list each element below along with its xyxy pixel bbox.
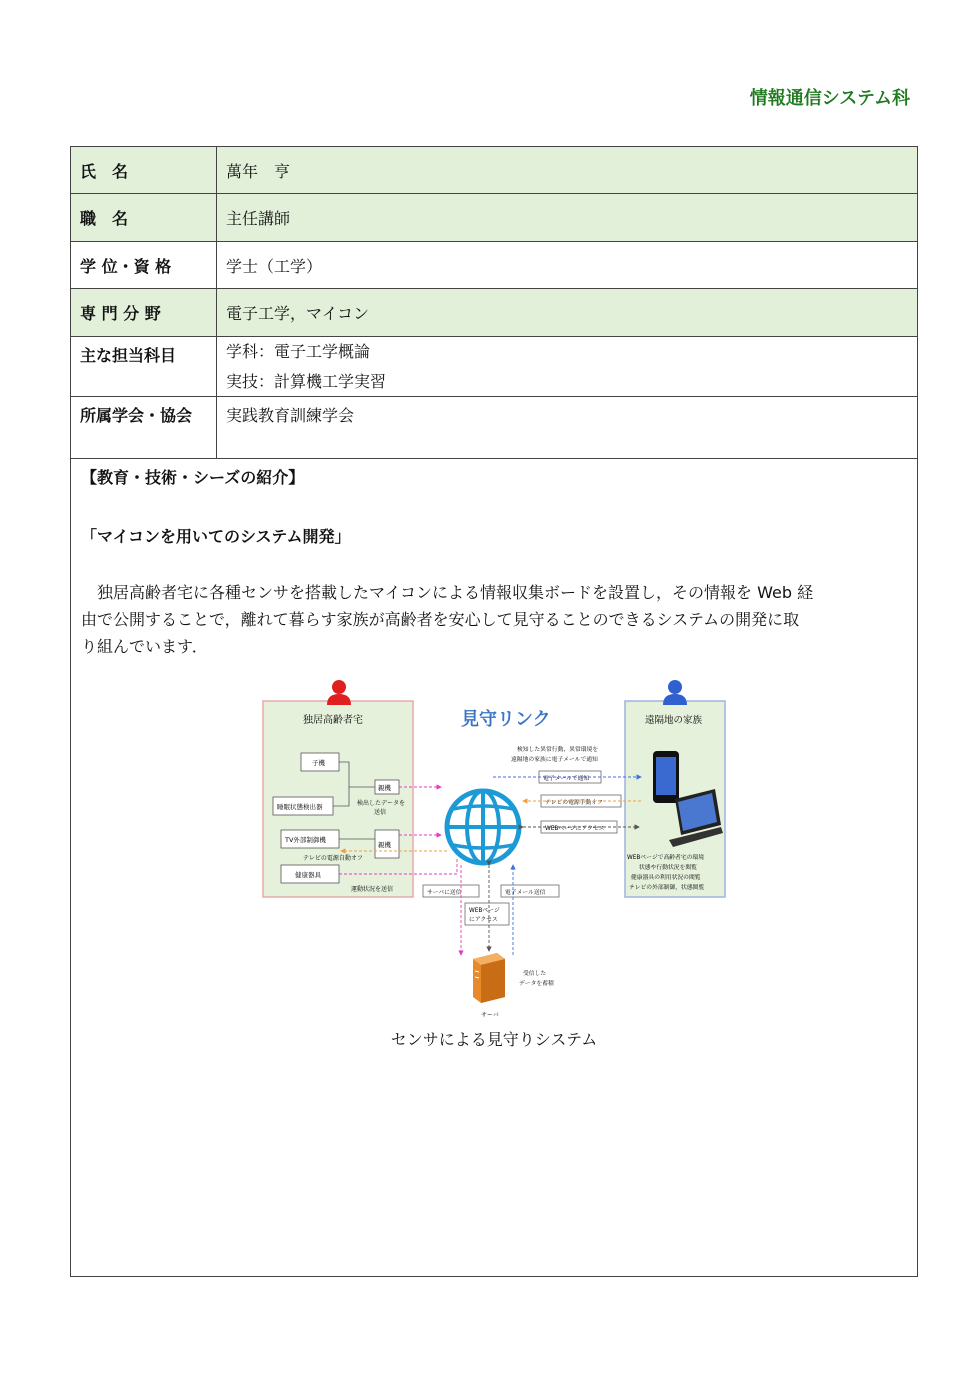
tv-controller-label: TV外部制御機 xyxy=(285,836,326,844)
web-access-label: WEBページにアクセス xyxy=(545,826,605,832)
family-note-line-3: 健康器具の利用状況の閲覧 xyxy=(631,875,701,881)
title-label: 職 名 xyxy=(71,194,217,241)
sleep-detector-label: 睡眠状態検出器 xyxy=(277,803,323,811)
server-label: サーバ xyxy=(481,1012,499,1019)
home-label: 独居高齢者宅 xyxy=(303,715,363,726)
society-value: 実践教育訓練学会 xyxy=(226,406,355,425)
email-send-label: 電子メール送信 xyxy=(505,890,546,896)
server-icon xyxy=(473,953,505,1003)
field-value: 電子工学，マイコン xyxy=(226,304,370,323)
theme-title: 「マイコンを用いてのシステム開発」 xyxy=(81,527,351,546)
paragraph-line-2: 由で公開することで，離れて暮らす家族が高齢者を安心して見守ることのできるシステムの開発に取 xyxy=(81,610,800,629)
row-degree xyxy=(71,242,917,289)
degree-value: 学士（工学） xyxy=(226,256,323,276)
section-heading: 【教育・技術・シーズの紹介】 xyxy=(81,468,305,487)
row-society xyxy=(71,397,917,459)
web-access-short-line-1: WEBページ xyxy=(469,908,500,914)
family-note-line-2: 状態や行動状況を閲覧 xyxy=(639,865,697,871)
figure-caption: センサによる見守りシステム xyxy=(390,1030,598,1049)
family-person-icon xyxy=(663,680,687,705)
internet-globe-icon xyxy=(447,791,519,863)
row-title xyxy=(71,194,917,242)
intro-paragraph xyxy=(81,579,901,660)
row-name xyxy=(71,147,917,194)
email-notify-label: 電子メールで通知 xyxy=(543,776,590,782)
child-unit-label: 子機 xyxy=(312,759,325,767)
row-subjects xyxy=(71,337,917,397)
subjects-value xyxy=(217,337,917,396)
family-label: 遠隔地の家族 xyxy=(645,715,703,726)
exercise-send-label: 運動状況を送信 xyxy=(351,886,394,893)
paragraph-line-1: 独居高齢者宅に各種センサを搭載したマイコンによる情報収集ボードを設置し，その情報を Web 経 xyxy=(97,583,814,602)
elder-person-icon xyxy=(327,680,351,705)
subjects-line-1: 学科：電子工学概論 xyxy=(226,342,371,361)
department-name: 情報通信システム科 xyxy=(749,88,910,109)
diagram-title: 見守リンク xyxy=(461,709,551,730)
parent-unit-2-label: 親機 xyxy=(378,841,391,849)
to-server-label: サーバに送信 xyxy=(427,890,462,896)
subjects-label: 主な担当科目 xyxy=(71,337,217,396)
family-note-line-4: テレビの外部制御，状態閲覧 xyxy=(629,885,705,891)
name-label: 氏 名 xyxy=(71,147,217,193)
store-line-1: 受信した xyxy=(523,971,547,977)
title-value: 主任講師 xyxy=(226,209,291,228)
detected-line-1: 検知した異常行動、異常環境を xyxy=(517,747,599,753)
monitoring-diagram xyxy=(261,675,731,1020)
sent-data-line-1: 検出したデータを xyxy=(357,800,406,807)
tv-power-label: テレビの電源自動オフ xyxy=(303,855,363,862)
tv-manual-off-label: テレビの電源手動オフ xyxy=(545,800,603,806)
name-value: 萬年 亨 xyxy=(226,161,291,181)
subjects-line-2: 実技：計算機工学実習 xyxy=(226,372,387,391)
profile-sheet xyxy=(70,146,918,1277)
society-label: 所属学会・協会 xyxy=(71,397,217,458)
row-field xyxy=(71,289,917,337)
store-line-2: データを蓄積 xyxy=(519,981,554,987)
sent-data-line-2: 送信 xyxy=(374,809,387,816)
health-device-label: 健康器具 xyxy=(295,871,321,879)
paragraph-line-3: り組んでいます． xyxy=(81,637,208,656)
degree-label: 学 位・資 格 xyxy=(71,242,217,288)
smartphone-icon xyxy=(653,751,679,803)
family-note-line-1: WEBページで高齢者宅の環境 xyxy=(627,855,705,861)
field-label: 専 門 分 野 xyxy=(71,289,217,336)
web-access-short-line-2: にアクセス xyxy=(469,917,498,923)
parent-unit-1-label: 親機 xyxy=(378,784,391,792)
detected-line-2: 遠隔地の家族に電子メールで通知 xyxy=(511,757,598,763)
